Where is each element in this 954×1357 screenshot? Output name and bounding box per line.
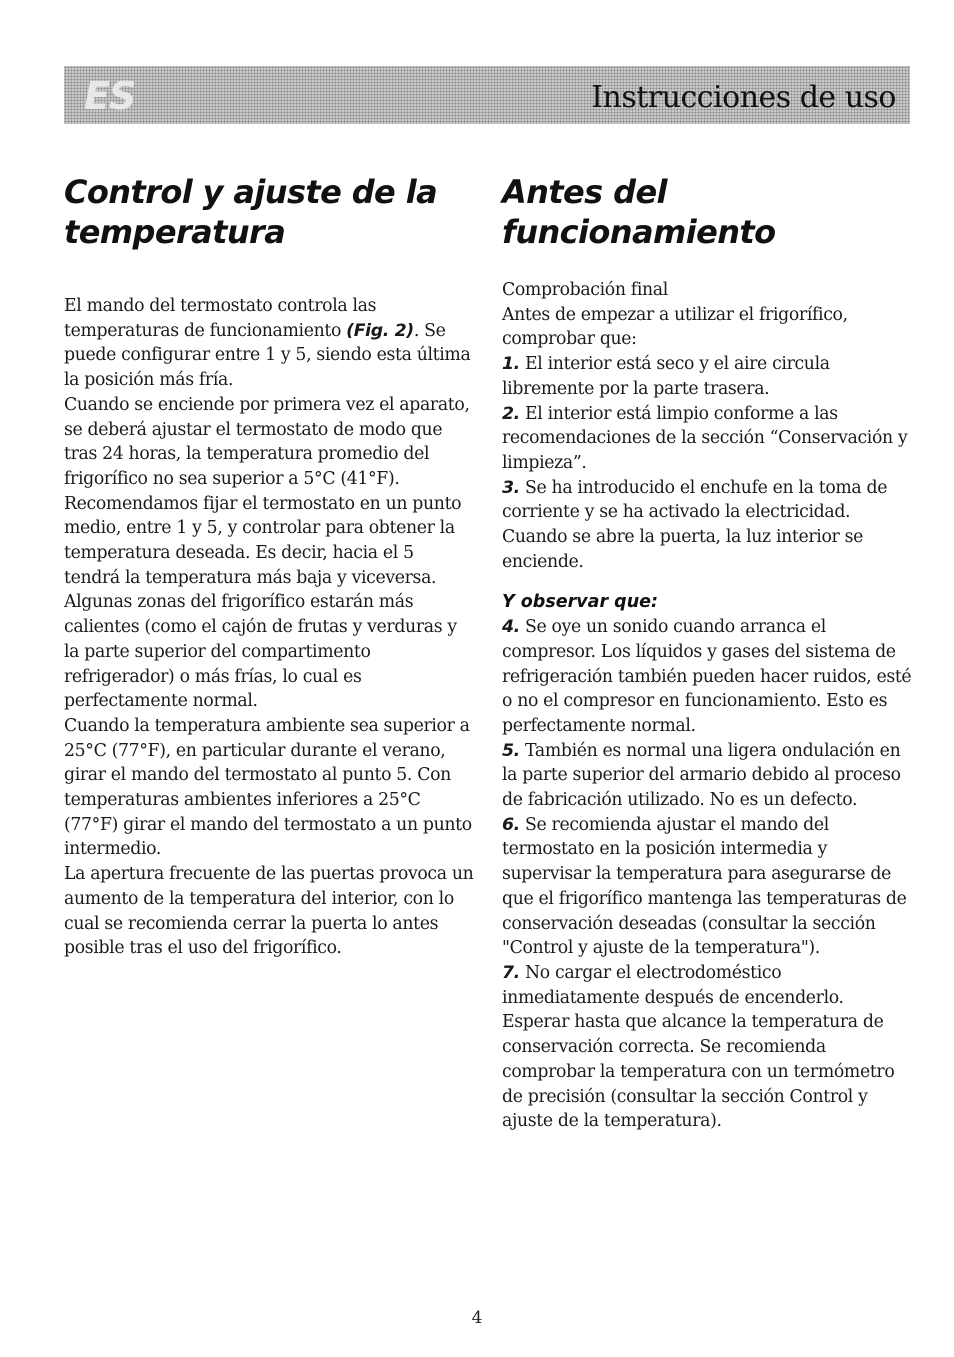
numbered-item: [502, 961, 912, 1134]
item-text: El interior está limpio conforme a las recomendaciones de la sección “Conservación y limpieza”.: [502, 403, 908, 473]
numbered-item: [502, 402, 912, 476]
before-operation-body: [502, 278, 912, 574]
section-title-before-operation: Antes del funcionamiento: [502, 173, 776, 251]
paragraph: Cuando se enciende por primera vez el aparato, se deberá ajustar el termostato de modo que tras 24 horas, la temperatura promedio del frigorífico no sea superior a 5°C (41°F).: [64, 394, 470, 489]
paragraph: Recomendamos fijar el termostato en un punto medio, entre 1 y 5, y controlar para obtener la temperatura deseada. Es decir, hacia el 5 tendrá la temperatura más baja y viceversa.: [64, 493, 462, 588]
item-text: También es normal una ligera ondulación en la parte superior del armario debido al proceso de fabricación utilizado. No es un defecto.: [502, 740, 901, 811]
paragraph: [64, 294, 474, 393]
language-code: ES: [84, 74, 136, 118]
paragraph: La apertura frecuente de las puertas provoca un aumento de la temperatura del interior, con lo cual se recomienda cerrar la puerta lo antes posible tras el uso del frigorífico.: [64, 864, 474, 959]
temperature-control-body: [64, 294, 474, 961]
page-number: 4: [471, 1308, 483, 1328]
paragraph: Cuando la temperatura ambiente sea superior a 25°C (77°F), en particular durante el verano, girar el mando del termostato al punto 5. Con temperaturas ambientes inferiores a 25°C (77°F) girar el mando del termostato a un punto intermedio.: [64, 715, 472, 860]
item-text: Se oye un sonido cuando arranca el compresor. Los líquidos y gases del sistema de refrigeración también pueden hacer ruidos, esté o no el compresor en funcionamiento. Esto es perfectamente normal.: [502, 617, 912, 736]
item-number: 1.: [502, 354, 520, 375]
item-number: 7.: [502, 962, 520, 983]
numbered-item: [502, 352, 912, 401]
item-number: 4.: [502, 617, 520, 638]
paragraph: Antes de empezar a utilizar el frigorífico, comprobar que:: [502, 304, 848, 350]
item-text: Se ha introducido el enchufe en la toma de corriente y se ha activado la electricidad. Cuando se abre la puerta, la luz interior se enciende.: [502, 477, 888, 572]
paragraph: Comprobación final: [502, 280, 668, 300]
item-number: 5.: [502, 740, 520, 761]
numbered-item: [502, 813, 912, 961]
item-text: No cargar el electrodoméstico inmediatamente después de encenderlo. Esperar hasta que alcance la temperatura de conservación correcta. Se recomienda comprobar la temperatura con un termómetro de precisión (consultar la sección Control y ajuste de la temperatura).: [502, 962, 895, 1132]
item-text: Se recomienda ajustar el mando del termostato en la posición intermedia y supervisar la temperatura para asegurarse de que el frigorífico mantenga las temperaturas de conservación deseadas (consultar la sección "Control y ajuste de la temperatura").: [502, 814, 907, 959]
paragraph: Algunas zonas del frigorífico estarán más calientes (como el cajón de frutas y verduras y la parte superior del compartimento refrigerador) o más frías, lo cual es perfectamente normal.: [64, 592, 457, 712]
text-run: . Se puede configurar entre 1 y 5, siendo esta última la posición más fría.: [64, 320, 471, 391]
item-number: 2.: [502, 403, 520, 424]
right-column: [502, 172, 912, 1134]
header-title: Instrucciones de uso: [591, 80, 896, 115]
item-number: 6.: [502, 814, 520, 835]
left-column: [64, 172, 474, 961]
text-run: El mando del termostato controla las temperaturas de funcionamiento: [64, 296, 377, 341]
section-title-temperature-control: Control y ajuste de la temperatura: [64, 173, 438, 251]
observe-list: [502, 615, 912, 1134]
figure-reference: (Fig. 2): [346, 320, 414, 341]
header-band: [64, 66, 910, 124]
numbered-item: [502, 476, 912, 575]
numbered-item: [502, 739, 912, 813]
item-text: El interior está seco y el aire circula libremente por la parte trasera.: [502, 354, 830, 399]
numbered-item: [502, 615, 912, 739]
subheading-observe: Y observar que:: [502, 592, 659, 613]
item-number: 3.: [502, 477, 520, 498]
